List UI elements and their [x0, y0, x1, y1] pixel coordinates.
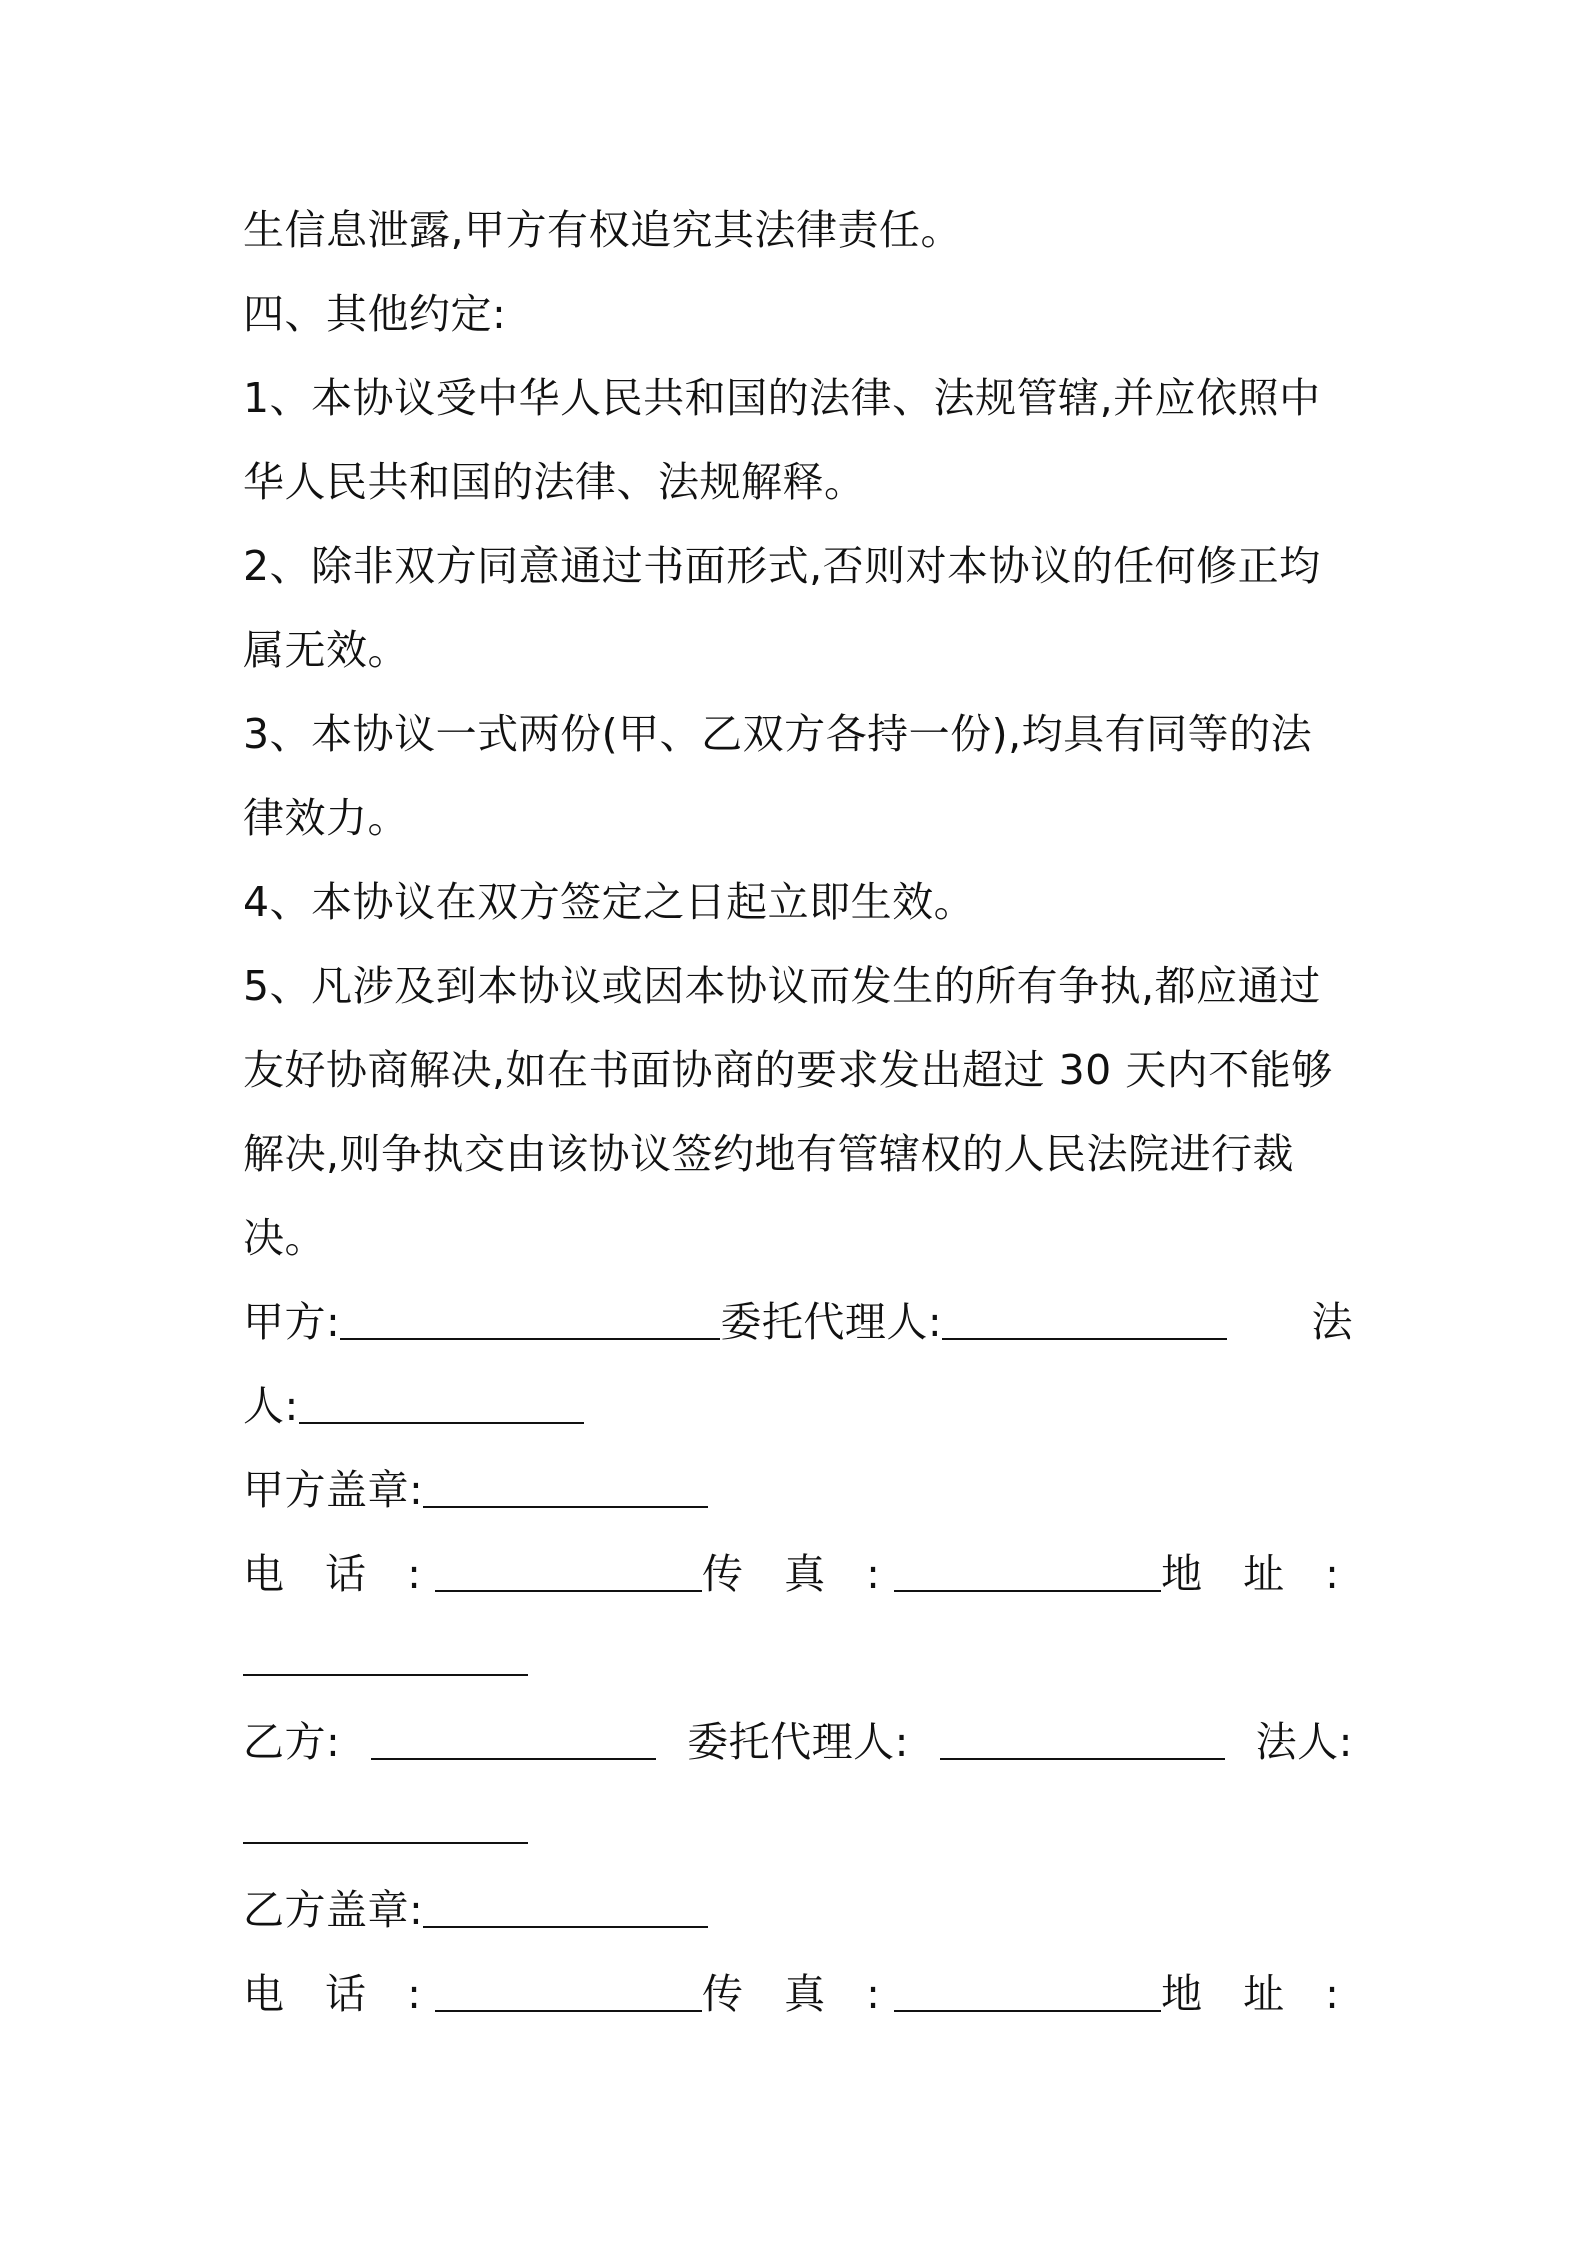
- party-b-agent-label: 委托代理人:: [687, 1718, 909, 1766]
- party-a-legal-blank: [299, 1382, 584, 1424]
- party-a-legal-label-part2: 人:: [243, 1382, 299, 1430]
- party-b-seal-label: 乙方盖章:: [243, 1886, 424, 1934]
- party-a-signature-row: [243, 1290, 1353, 1354]
- party-a-address-row: [243, 1626, 1353, 1690]
- clause-2-line-1: 2、除非双方同意通过书面形式,否则对本协议的任何修正均: [243, 542, 1321, 590]
- party-b-name-blank: [371, 1718, 656, 1760]
- party-a-address-label: 地 址 :: [1161, 1550, 1353, 1598]
- party-b-seal-row: [243, 1878, 1353, 1942]
- party-a-legal-row: [243, 1374, 1353, 1438]
- party-b-label: 乙方:: [243, 1718, 341, 1766]
- party-a-name-blank: [340, 1298, 720, 1340]
- party-b-fax-label: 传 真 :: [702, 1970, 894, 2018]
- party-b-phone-blank: [435, 1970, 702, 2012]
- party-a-agent-blank: [942, 1298, 1227, 1340]
- clause-5-line-4: 决。: [243, 1214, 326, 1262]
- clause-5-line-2: 友好协商解决,如在书面协商的要求发出超过 30 天内不能够: [243, 1046, 1333, 1094]
- clause-1-line-1: 1、本协议受中华人民共和国的法律、法规管辖,并应依照中: [243, 374, 1321, 422]
- party-b-contact-row: [243, 1962, 1353, 2026]
- party-a-agent-label: 委托代理人:: [720, 1298, 943, 1346]
- party-a-seal-blank: [423, 1466, 708, 1508]
- party-b-seal-blank: [423, 1886, 708, 1928]
- clause-text-line: 生信息泄露,甲方有权追究其法律责任。: [243, 206, 963, 254]
- party-a-fax-blank: [894, 1550, 1161, 1592]
- party-a-fax-label: 传 真 :: [702, 1550, 894, 1598]
- party-b-agent-blank: [940, 1718, 1225, 1760]
- clause-1-line-2: 华人民共和国的法律、法规解释。: [243, 458, 866, 506]
- party-a-label: 甲方:: [243, 1298, 341, 1346]
- party-b-phone-label: 电 话 :: [243, 1970, 435, 2018]
- party-b-legal-blank: [243, 1802, 528, 1844]
- party-a-legal-label-part1: 法: [1311, 1298, 1353, 1346]
- party-b-address-label: 地 址 :: [1161, 1970, 1353, 2018]
- party-b-signature-row: [243, 1710, 1353, 1774]
- clause-4-line-1: 4、本协议在双方签定之日起立即生效。: [243, 878, 976, 926]
- party-a-contact-row: [243, 1542, 1353, 1606]
- clause-3-line-2: 律效力。: [243, 794, 409, 842]
- clause-2-line-2: 属无效。: [243, 626, 409, 674]
- clause-5-line-3: 解决,则争执交由该协议签约地有管辖权的人民法院进行裁: [243, 1130, 1295, 1178]
- party-a-seal-row: [243, 1458, 1353, 1522]
- party-b-legal-row: [243, 1794, 1353, 1858]
- clause-3-line-1: 3、本协议一式两份(甲、乙双方各持一份),均具有同等的法: [243, 710, 1313, 758]
- party-a-phone-label: 电 话 :: [243, 1550, 435, 1598]
- party-a-phone-blank: [435, 1550, 702, 1592]
- party-b-legal-label: 法人:: [1255, 1718, 1353, 1766]
- clause-5-line-1: 5、凡涉及到本协议或因本协议而发生的所有争执,都应通过: [243, 962, 1321, 1010]
- party-a-seal-label: 甲方盖章:: [243, 1466, 424, 1514]
- party-b-fax-blank: [894, 1970, 1161, 2012]
- party-a-address-blank: [243, 1634, 528, 1676]
- section-heading: 四、其他约定:: [243, 290, 507, 338]
